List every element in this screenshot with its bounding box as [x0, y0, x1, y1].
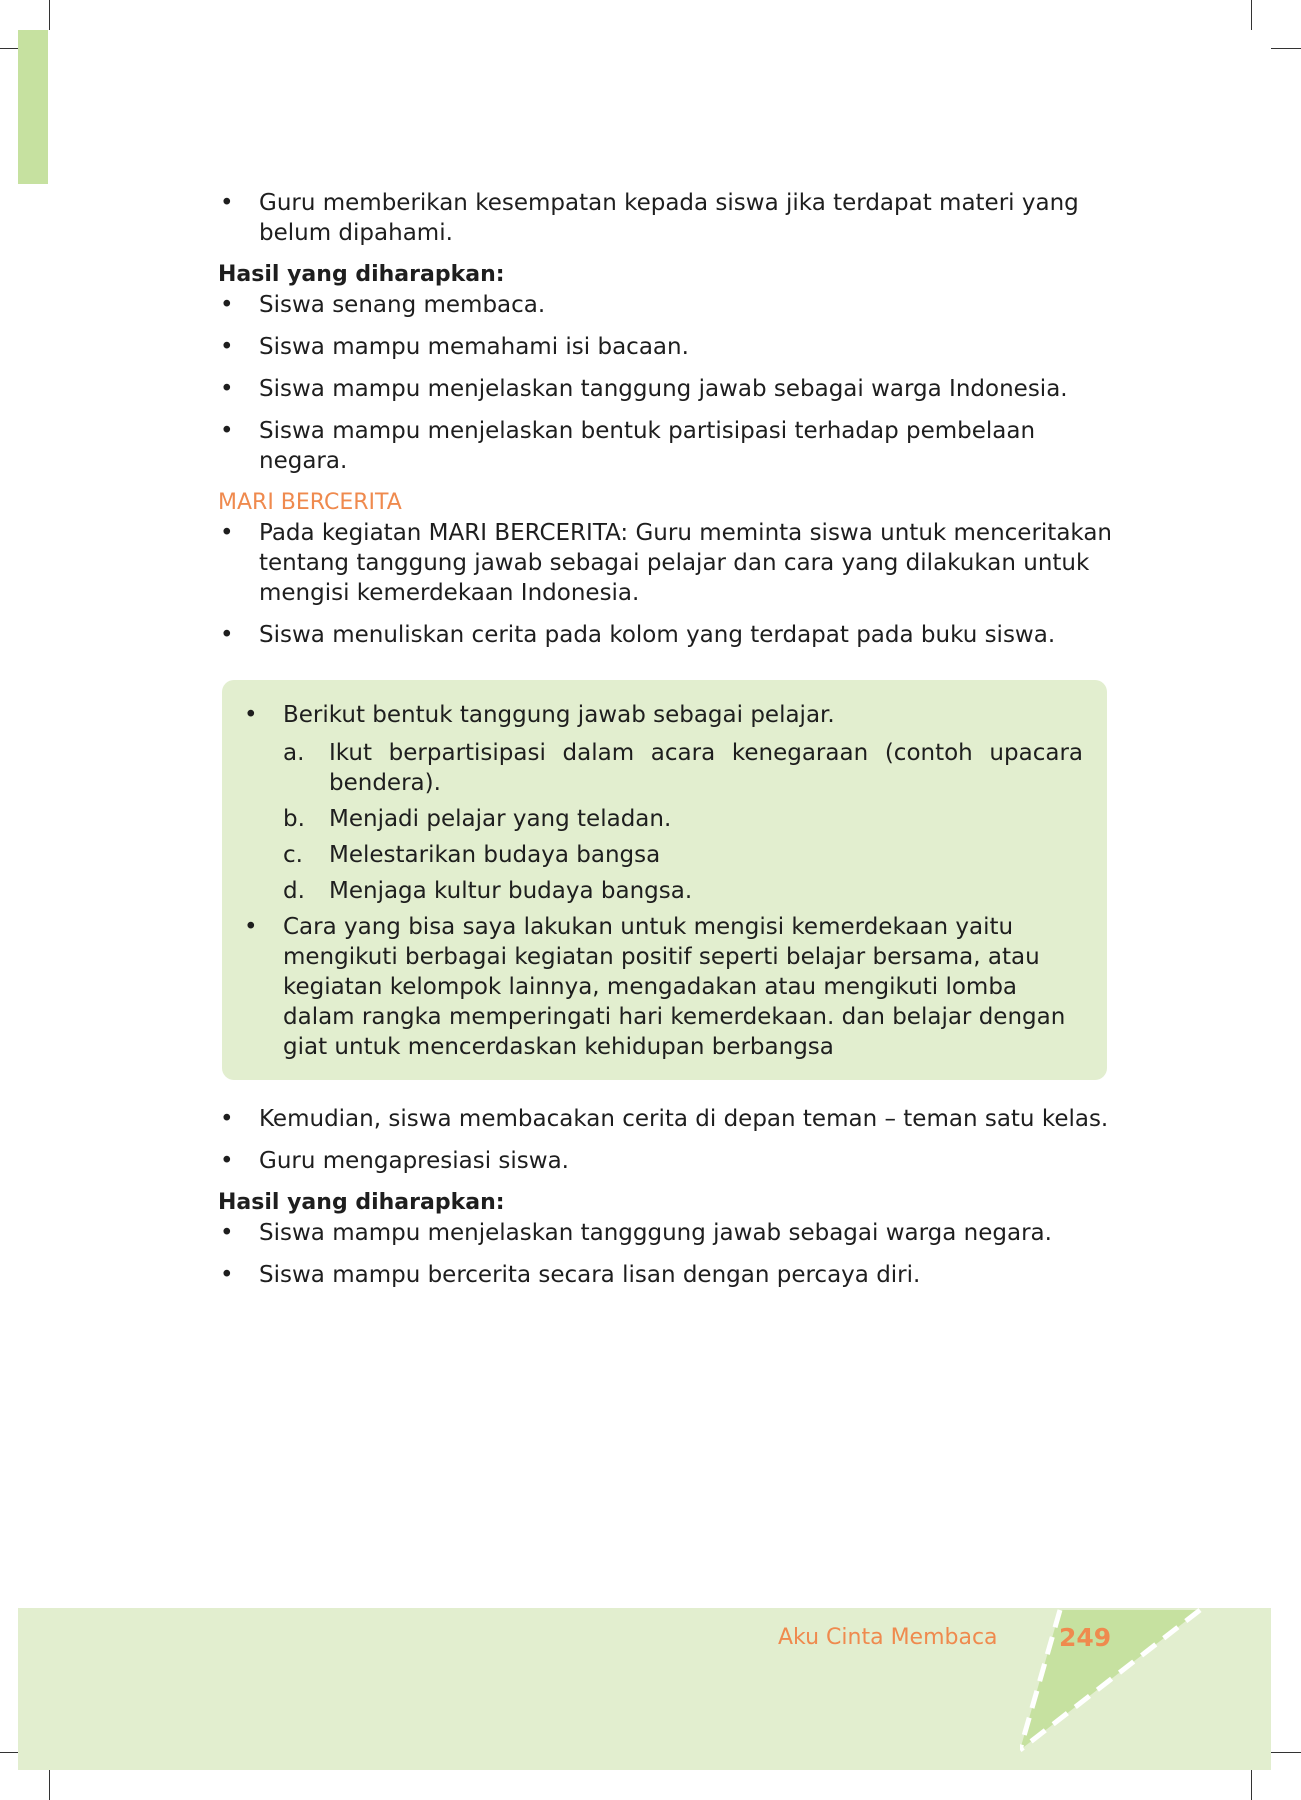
list-marker: c. — [283, 842, 303, 868]
responsibility-text: Menjadi pelajar yang teladan. — [329, 806, 672, 832]
expected-results-heading: Hasil yang diharapkan: — [218, 262, 505, 287]
list-item: • Siswa mampu menjelaskan bentuk partisipasi terhadap pembelaan negara. — [218, 416, 1113, 476]
list-marker: a. — [283, 740, 305, 766]
section-title-mari-bercerita: MARI BERCERITA — [218, 490, 402, 515]
answer-list — [242, 700, 1083, 1062]
list-item: • Siswa mampu memahami isi bacaan. — [218, 332, 1113, 362]
expected-results-list — [218, 290, 1113, 476]
responsibility-item — [283, 876, 1083, 906]
mari-bercerita-list — [218, 518, 1113, 650]
list-item: • Kemudian, siswa membacakan cerita di depan teman – teman satu kelas. — [218, 1104, 1113, 1134]
answer-box — [222, 680, 1107, 1080]
responsibility-list — [283, 738, 1083, 906]
list-item: • Guru memberikan kesempatan kepada siswa jika terdapat materi yang belum dipahami. — [218, 188, 1113, 248]
responsibility-text: Menjaga kultur budaya bangsa. — [329, 878, 693, 904]
responsibility-text: Melestarikan budaya bangsa — [329, 842, 661, 868]
list-item: • Siswa mampu bercerita secara lisan dengan percaya diri. — [218, 1260, 1113, 1290]
answer-bullet-independence: • Cara yang bisa saya lakukan untuk mengisi kemerdekaan yaitu mengikuti berbagai kegiatan positif seperti belajar bersama, atau kegiatan kelompok lainnya, mengadakan atau mengikuti lomba dalam rangka memperingati hari kemerdekaan. dan belajar dengan giat untuk mencerdaskan kehidupan berbangsa — [242, 912, 1083, 1062]
list-item: • Siswa senang membaca. — [218, 290, 1113, 320]
responsibility-item — [283, 804, 1083, 834]
expected-results-list — [218, 1218, 1113, 1290]
responsibility-item — [283, 840, 1083, 870]
crop-mark — [49, 1770, 50, 1800]
list-marker: d. — [283, 878, 305, 904]
footer-triangle-decoration — [1020, 1600, 1220, 1760]
intro-list — [218, 188, 1113, 248]
page-number: 249 — [1059, 1623, 1112, 1652]
responsibility-text: Ikut berpartisipasi dalam acara kenegaraan (contoh upacara bendera). — [329, 740, 1083, 796]
list-item: • Siswa menuliskan cerita pada kolom yang terdapat pada buku siswa. — [218, 620, 1113, 650]
crop-mark — [1271, 48, 1301, 49]
list-item: • Siswa mampu menjelaskan tanggung jawab sebagai warga Indonesia. — [218, 374, 1113, 404]
crop-mark — [1251, 0, 1252, 30]
crop-mark — [1271, 1752, 1301, 1753]
crop-mark — [1251, 1770, 1252, 1800]
responsibility-item — [283, 738, 1083, 798]
list-marker: b. — [283, 806, 305, 832]
answer-bullet-text: Berikut bentuk tanggung jawab sebagai pelajar. — [283, 702, 835, 728]
crop-mark — [49, 0, 50, 30]
page-content — [218, 188, 1113, 1302]
list-item: • Pada kegiatan MARI BERCERITA: Guru meminta siswa untuk menceritakan tentang tanggung jawab sebagai pelajar dan cara yang dilakukan untuk mengisi kemerdekaan Indonesia. — [218, 518, 1113, 608]
list-item: • Siswa mampu menjelaskan tangggung jawab sebagai warga negara. — [218, 1218, 1113, 1248]
after-box-list — [218, 1104, 1113, 1176]
answer-bullet-responsibilities — [242, 700, 1083, 906]
expected-results-heading: Hasil yang diharapkan: — [218, 1190, 505, 1215]
chapter-tab — [18, 30, 48, 184]
list-item: • Guru mengapresiasi siswa. — [218, 1146, 1113, 1176]
footer-book-title: Aku Cinta Membaca — [778, 1625, 998, 1650]
